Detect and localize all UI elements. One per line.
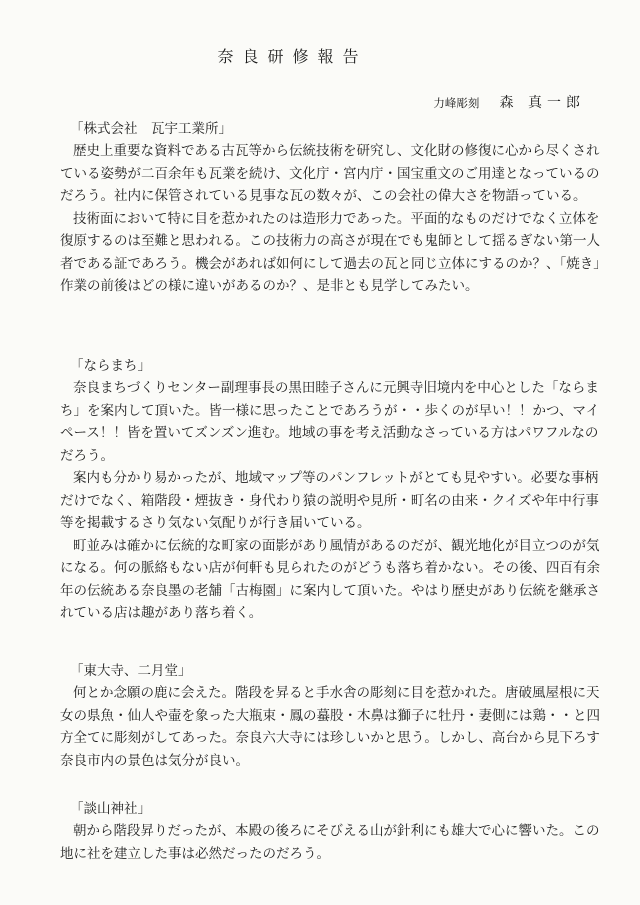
section-heading: 「談山神社」 [70,801,151,817]
section-naramachi [60,355,600,625]
section-paragraph: 案内も分かり易かったが、地域マップ等のパンフレットがとても見やすい。必要な事柄だけでなく、箱階段・煙抜き・身代わり猿の説明や見所・町名の由来・クイズや年中行事等を掲載するさり気ない気配りが行き届いている。 [60,470,599,531]
author-role: 力峰彫刻 [433,96,480,110]
section-todaiji [60,660,600,772]
author-line [433,92,585,112]
section-paragraph: 町並みは確かに伝統的な町家の面影があり風情があるのだが、観光地化が目立つのが気になる。何の脈絡もない店が何軒も見られたのがどうも落ち着かない。その後、四百有余年の伝統ある奈良墨の老舗「古梅園」に案内して頂いた。やはり歴史があり伝統を継承されている店は趣があり落ち着く。 [60,537,600,621]
section-heading: 「株式会社 瓦宇工業所」 [70,121,232,137]
section-tanzan [60,798,600,865]
document-title: 奈良研修報告 [217,47,368,66]
section-paragraph: 歴史上重要な資料である古瓦等から伝統技術を研究し、文化財の修復に心から尽くされている姿勢が二百余年も瓦業を続け、文化庁・宮内庁・国宝重文のご用達となっているのだろう。社内に保管されている見事な瓦の数々が、この会社の偉大さを物語っている。 [60,143,600,204]
section-paragraph: 技術面において特に目を惹かれたのは造形力であった。平面的なものだけでなく立体を復原するのは至難と思われる。この技術力の高さが現在でも鬼師として揺るぎない第一人者である証であろう。機会があれば如何にして過去の瓦と同じ立体にするのか？、「焼き」作業の前後はどの様に違いがあるのか？、是非とも見学してみたい。 [60,210,600,294]
section-paragraph: 何とか念願の鹿に会えた。階段を昇ると手水舎の彫刻に目を惹かれた。唐破風屋根に天女の県魚・仙人や壷を象った大瓶束・鳳の蟇股・木鼻は獅子に牡丹・妻側には鶏・・と四方全てに彫刻がしてあった。奈良六大寺には珍しいかと思う。しかし、高台から見下ろす奈良市内の景色は気分が良い。 [60,685,600,769]
author-name: 森 真一郎 [499,95,585,111]
section-kawau [60,118,600,298]
section-heading: 「ならまち」 [70,358,151,374]
section-paragraph: 奈良まちづくりセンター副理事長の黒田睦子さんに元興寺旧境内を中心とした「ならまち」を案内して頂いた。皆一様に思ったことであろうが・・歩くのが早い！！かつ、マイペース！！皆を置いてズンズン進む。地域の事を考え活動なさっている方はパワフルなのだろう。 [60,380,600,464]
section-heading: 「東大寺、二月堂」 [70,663,192,679]
section-paragraph: 朝から階段昇りだったが、本殿の後ろにそびえる山が針利にも雄大で心に響いた。この地に社を建立した事は必然だったのだろう。 [60,823,600,862]
